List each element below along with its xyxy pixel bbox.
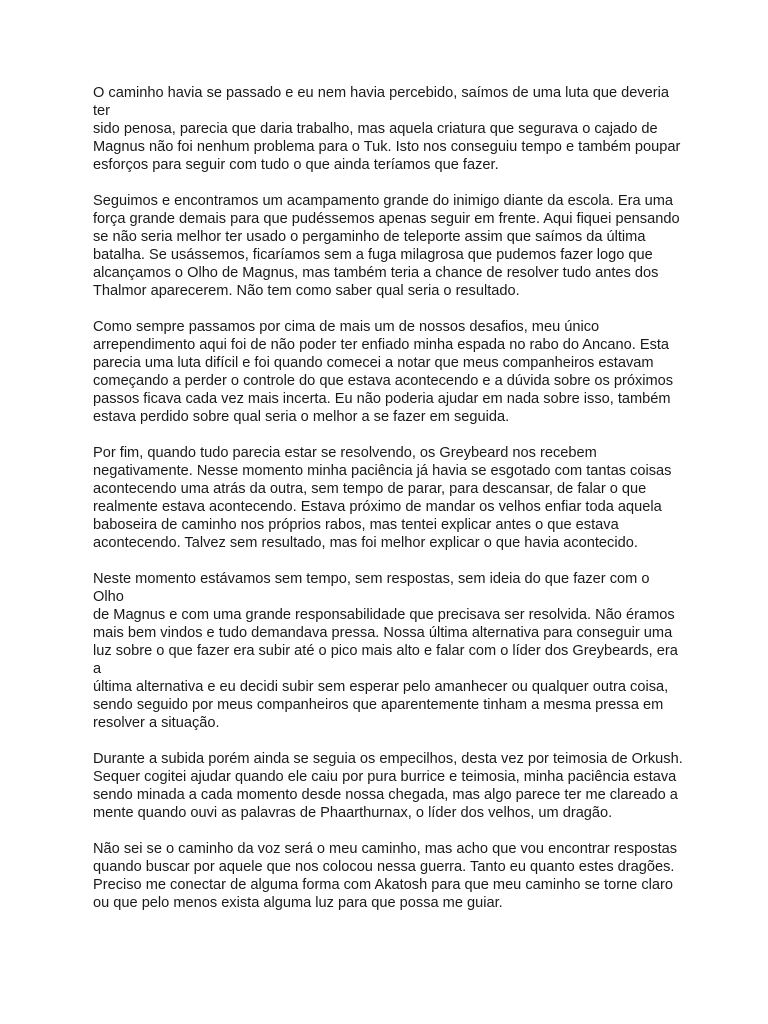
paragraph-6: Durante a subida porém ainda se seguia os empecilhos, desta vez por teimosia de Orkush. Sequer cogitei ajudar quando ele caiu por pura burrice e teimosia, minha paciência estava sendo minada a cada momento desde nossa chegada, mas algo parece ter me clareado a mente quando ouvi as palavras de Phaarthurnax, o líder dos velhos, um dragão. bbox=[93, 751, 683, 821]
document-body bbox=[93, 84, 683, 930]
paragraph-7: Não sei se o caminho da voz será o meu caminho, mas acho que vou encontrar respostas quando buscar por aquele que nos colocou nessa guerra. Tanto eu quanto estes dragões. Preciso me conectar de alguma forma com Akatosh para que meu caminho se torne claro ou que pelo menos exista alguma luz para que possa me guiar. bbox=[93, 841, 678, 911]
paragraph-5: Neste momento estávamos sem tempo, sem respostas, sem ideia do que fazer com o Olho de Magnus e com uma grande responsabilidade que precisava ser resolvida. Não éramos mais bem vindos e tudo demandava pressa. Nossa última alternativa para conseguir uma luz sobre o que fazer era subir até o pico mais alto e falar com o líder dos Greybeards, era a última alternativa e eu decidi subir sem esperar pelo amanhecer ou qualquer outra coisa, sendo seguido por meus companheiros que aparentemente tinham a mesma pressa em resolver a situação. bbox=[93, 571, 678, 731]
paragraph-4: Por fim, quando tudo parecia estar se resolvendo, os Greybeard nos recebem negativamente. Nesse momento minha paciência já havia se esgotado com tantas coisas acontecendo uma atrás da outra, sem tempo de parar, para descansar, de falar o que realmente estava acontecendo. Estava próximo de mandar os velhos enfiar toda aquela baboseira de caminho nos próprios rabos, mas tentei explicar antes o que estava acontecendo. Talvez sem resultado, mas foi melhor explicar o que havia acontecido. bbox=[93, 445, 672, 551]
paragraph-1: O caminho havia se passado e eu nem havia percebido, saímos de uma luta que deveria ter sido penosa, parecia que daria trabalho, mas aquela criatura que segurava o cajado de Magnus não foi nenhum problema para o Tuk. Isto nos conseguiu tempo e também poupar esforços para seguir com tudo o que ainda teríamos que fazer. bbox=[93, 85, 681, 173]
paragraph-3: Como sempre passamos por cima de mais um de nossos desafios, meu único arrependimento aqui foi de não poder ter enfiado minha espada no rabo do Ancano. Esta parecia uma luta difícil e foi quando comecei a notar que meus companheiros estavam começando a perder o controle do que estava acontecendo e a dúvida sobre os próximos passos ficava cada vez mais incerta. Eu não poderia ajudar em nada sobre isso, também estava perdido sobre qual seria o melhor a se fazer em seguida. bbox=[93, 319, 674, 425]
paragraph-2: Seguimos e encontramos um acampamento grande do inimigo diante da escola. Era uma força grande demais para que pudéssemos apenas seguir em frente. Aqui fiquei pensando se não seria melhor ter usado o pergaminho de teleporte assim que saímos da última batalha. Se usássemos, ficaríamos sem a fuga milagrosa que pudemos fazer logo que alcançamos o Olho de Magnus, mas também teria a chance de resolver tudo antes dos Thalmor aparecerem. Não tem como saber qual seria o resultado. bbox=[93, 193, 680, 299]
